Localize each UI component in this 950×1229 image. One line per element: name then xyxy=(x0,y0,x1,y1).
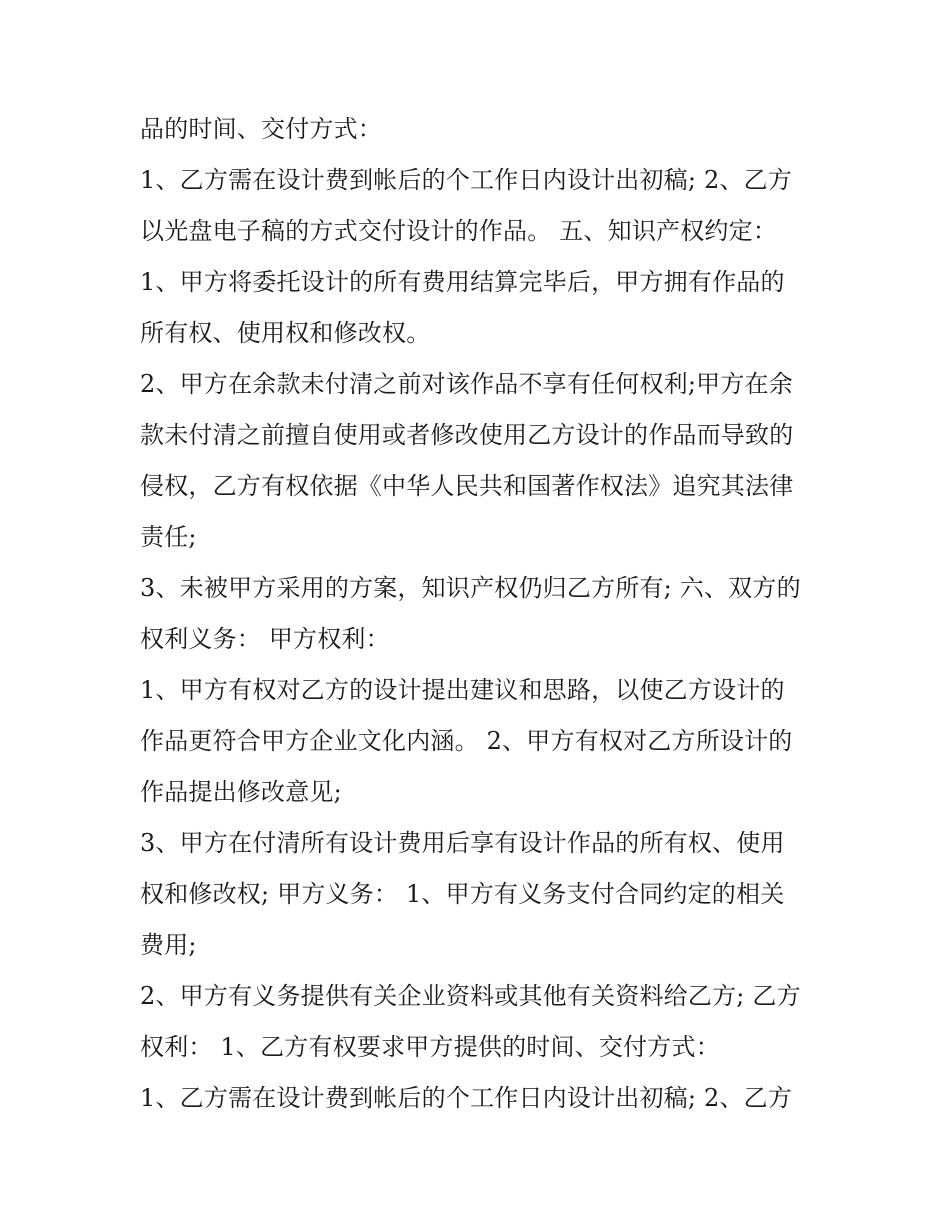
text-line: 1、乙方需在设计费到帐后的个工作日内设计出初稿; 2、乙方 xyxy=(140,166,793,194)
text-line: 作品更符合甲方企业文化内涵。 2、甲方有权对乙方所设计的 xyxy=(140,727,793,755)
text-line: 2、甲方有义务提供有关企业资料或其他有关资料给乙方; 乙方 xyxy=(140,982,801,1010)
text-line: 款未付清之前擅自使用或者修改使用乙方设计的作品而导致的 xyxy=(140,421,794,449)
text-line: 权利义务： 甲方权利： xyxy=(140,625,390,653)
text-line: 权利： 1、乙方有权要求甲方提供的时间、交付方式： xyxy=(140,1033,720,1061)
body-text xyxy=(140,104,820,1124)
text-line: 侵权，乙方有权依据《中华人民共和国著作权法》追究其法律 xyxy=(140,472,794,500)
text-line: 权和修改权; 甲方义务： 1、甲方有义务支付合同约定的相关 xyxy=(140,880,785,908)
text-line: 作品提出修改意见; xyxy=(140,778,342,806)
text-line: 1、甲方将委托设计的所有费用结算完毕后，甲方拥有作品的 xyxy=(140,268,785,296)
text-line: 3、未被甲方采用的方案，知识产权仍归乙方所有; 六、双方的 xyxy=(140,574,801,602)
text-line: 品的时间、交付方式： xyxy=(140,115,382,143)
text-line: 所有权、使用权和修改权。 xyxy=(140,319,431,347)
text-line: 3、甲方在付清所有设计费用后享有设计作品的所有权、使用 xyxy=(140,829,785,857)
text-line: 1、甲方有权对乙方的设计提出建议和思路，以使乙方设计的 xyxy=(140,676,785,704)
text-line: 费用; xyxy=(140,931,197,959)
text-line: 1、乙方需在设计费到帐后的个工作日内设计出初稿; 2、乙方 xyxy=(140,1084,793,1112)
text-line: 2、甲方在余款未付清之前对该作品不享有任何权利;甲方在余 xyxy=(140,370,793,398)
text-line: 以光盘电子稿的方式交付设计的作品。 五、知识产权约定： xyxy=(140,217,778,245)
text-line: 责任; xyxy=(140,523,197,551)
